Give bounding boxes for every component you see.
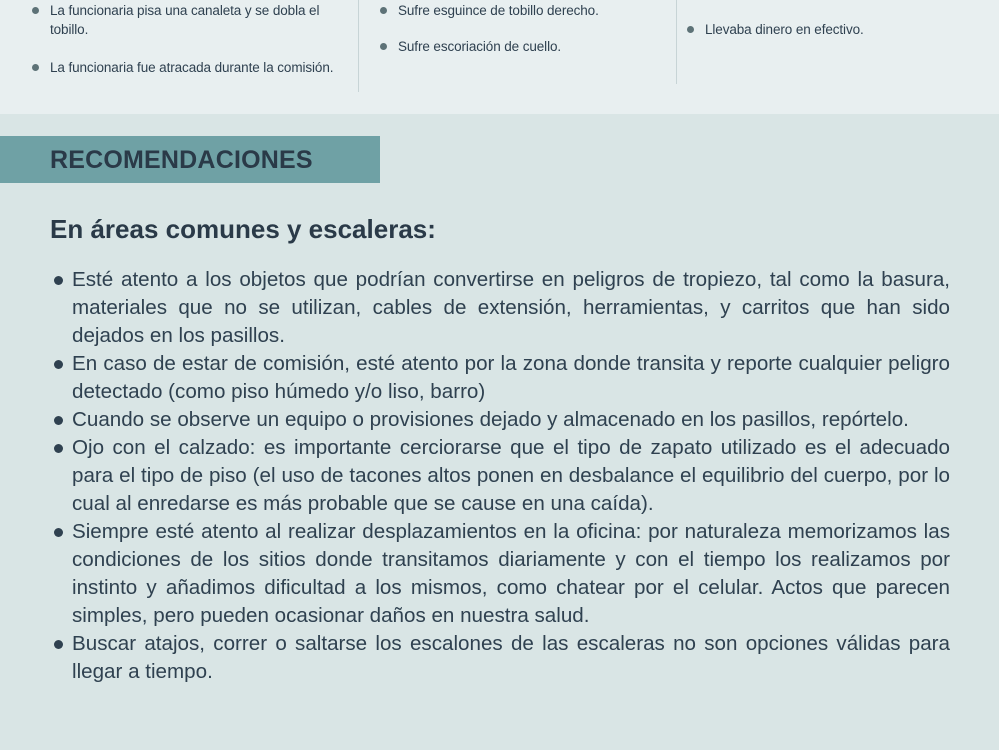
list-item-text: Buscar atajos, correr o saltarse los escalones de las escaleras no son opciones válidas para llegar a tiempo. <box>72 632 950 683</box>
list-item-text: Llevaba dinero en efectivo. <box>705 22 864 37</box>
section-title: RECOMENDACIONES <box>50 146 313 174</box>
list-item-text: La funcionaria pisa una canaleta y se dobla el tobillo. <box>50 3 320 37</box>
incident-column-descripcion <box>30 0 350 100</box>
subsection-heading: En áreas comunes y escaleras: <box>50 214 436 244</box>
bullet-icon <box>380 43 387 50</box>
column-divider <box>358 0 359 92</box>
list-item <box>685 20 985 39</box>
list-item-text: Cuando se observe un equipo o provisiones dejado y almacenado en los pasillos, repórtelo. <box>72 408 909 431</box>
list-item <box>50 630 950 686</box>
incident-list <box>685 20 985 39</box>
list-item <box>30 1 350 39</box>
list-item-text: Ojo con el calzado: es importante cerciorarse que el tipo de zapato utilizado es el adecuado para el tipo de piso (el uso de tacones altos ponen en desbalance el equilibrio del cuerpo, por lo cual al enredarse es más probable que se cause en una caída). <box>72 436 950 515</box>
bullet-icon <box>54 528 63 537</box>
list-item <box>50 518 950 630</box>
list-item <box>378 1 668 20</box>
list-item-text: Sufre escoriación de cuello. <box>398 39 562 54</box>
incident-list <box>378 1 668 56</box>
list-item <box>50 266 950 350</box>
bullet-icon <box>380 7 387 14</box>
incident-column-observacion <box>685 0 985 100</box>
list-item-text: La funcionaria fue atracada durante la comisión. <box>50 60 334 75</box>
column-divider <box>676 0 677 84</box>
incident-summary-panel <box>0 0 999 114</box>
list-item <box>30 58 350 77</box>
list-item <box>50 434 950 518</box>
bullet-icon <box>54 276 63 285</box>
bullet-icon <box>32 7 39 14</box>
list-item <box>50 406 950 434</box>
list-item-text: Esté atento a los objetos que podrían convertirse en peligros de tropiezo, tal como la basura, materiales que no se utilizan, cables de extensión, herramientas, y carritos que han sido dejados en los pasillos. <box>72 268 950 347</box>
bullet-icon <box>54 360 63 369</box>
bullet-icon <box>54 416 63 425</box>
incident-list <box>30 1 350 77</box>
incident-column-consecuencia <box>378 0 668 100</box>
list-item-text: En caso de estar de comisión, esté atento por la zona donde transita y reporte cualquier peligro detectado (como piso húmedo y/o liso, barro) <box>72 352 950 403</box>
recommendations-list <box>50 266 950 686</box>
list-item <box>50 350 950 406</box>
bullet-icon <box>54 640 63 649</box>
list-item <box>378 37 668 56</box>
bullet-icon <box>687 26 694 33</box>
bullet-icon <box>32 64 39 71</box>
list-item-text: Siempre esté atento al realizar desplazamientos en la oficina: por naturaleza memorizamos las condiciones de los sitios donde transitamos diariamente y con el tiempo los realizamos por instinto y añadimos dificultad a los mismos, como chatear por el celular. Actos que parecen simples, pero pueden ocasionar daños en nuestra salud. <box>72 520 950 627</box>
bullet-icon <box>54 444 63 453</box>
list-item-text: Sufre esguince de tobillo derecho. <box>398 3 599 18</box>
